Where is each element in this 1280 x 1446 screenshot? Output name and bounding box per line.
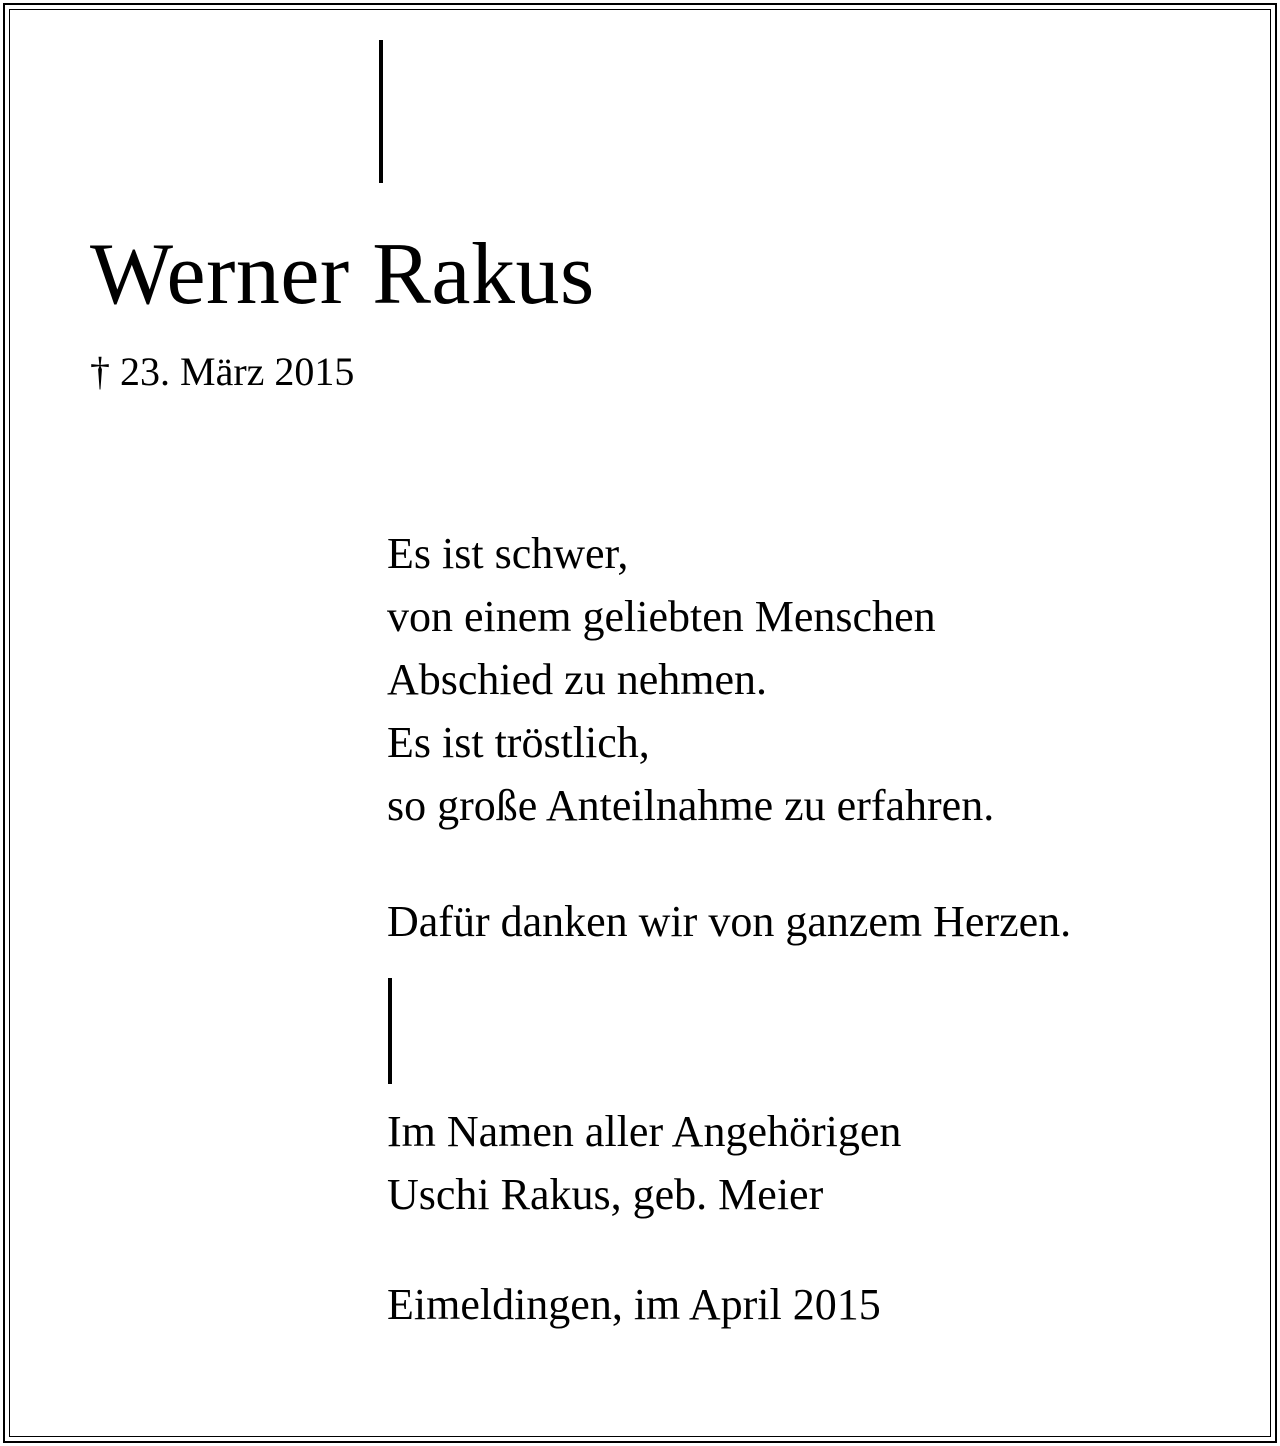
poem-line: von einem geliebten Menschen xyxy=(387,592,936,641)
thanks-text: Dafür danken wir von ganzem Herzen. xyxy=(387,897,1072,946)
deceased-name: Werner Rakus xyxy=(90,226,595,323)
decorative-vertical-rule-middle xyxy=(388,978,392,1084)
poem-line: Es ist schwer, xyxy=(387,529,629,578)
poem-line: Abschied zu nehmen. xyxy=(387,655,767,704)
decorative-vertical-rule-top xyxy=(379,40,383,183)
poem-line: so große Anteilnahme zu erfahren. xyxy=(387,781,995,830)
signature-line: Uschi Rakus, geb. Meier xyxy=(387,1170,824,1219)
poem-line: Es ist tröstlich, xyxy=(387,718,650,767)
poem xyxy=(387,522,994,837)
signature xyxy=(387,1100,901,1226)
death-date: † 23. März 2015 xyxy=(90,349,355,394)
place-and-date: Eimeldingen, im April 2015 xyxy=(387,1280,881,1329)
signature-line: Im Namen aller Angehörigen xyxy=(387,1107,902,1156)
